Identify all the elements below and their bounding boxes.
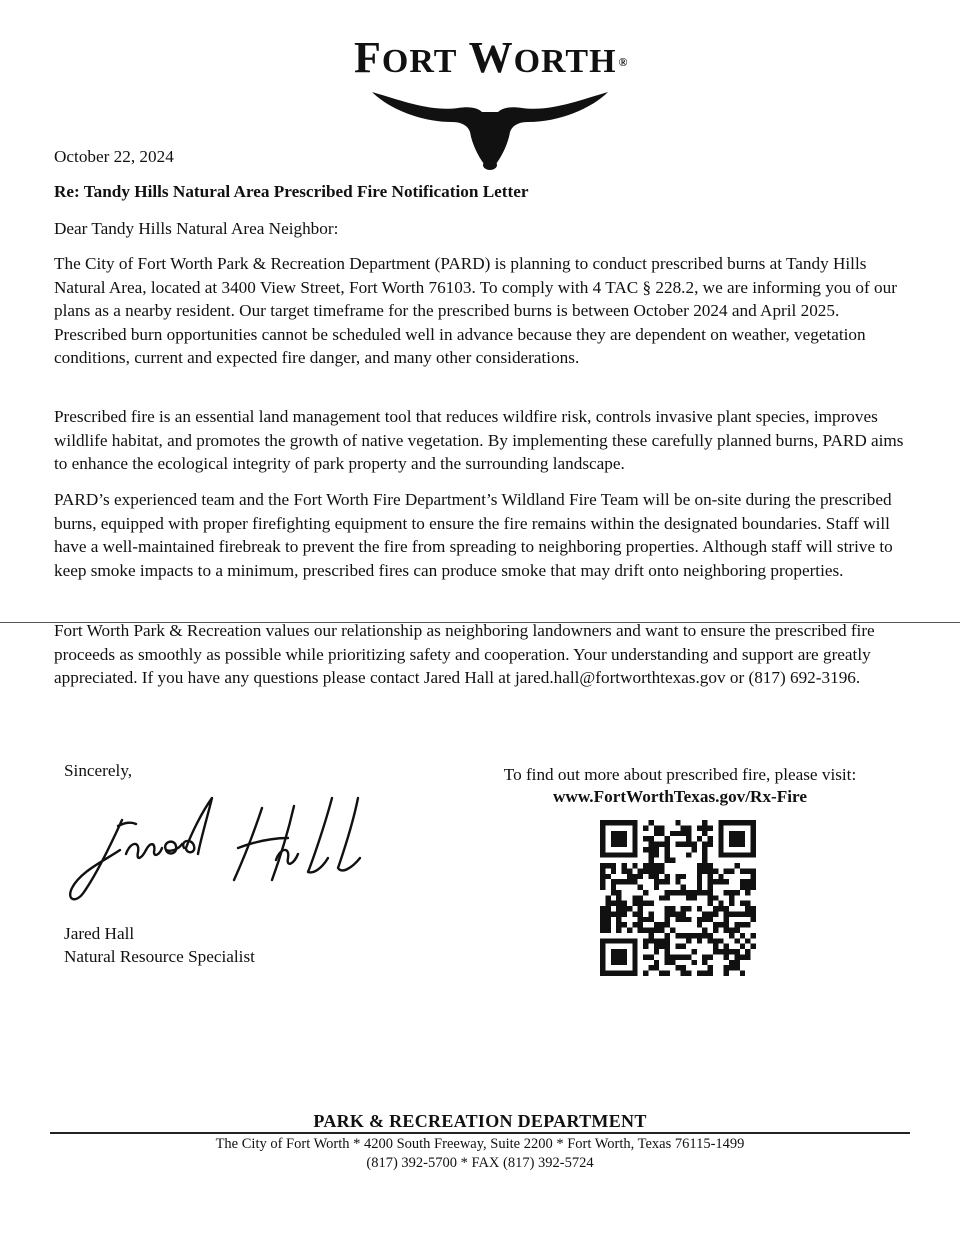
footer-divider <box>50 1132 910 1134</box>
closing: Sincerely, <box>64 761 133 780</box>
signer-block <box>64 922 255 968</box>
logo-wordmark: FORT WORTH ® <box>354 33 629 82</box>
more-info-prompt: To find out more about prescribed fire, please visit: <box>503 765 857 784</box>
footer-phones: (817) 392-5700 * FAX (817) 392-5724 <box>366 1155 594 1171</box>
signer-name: Jared Hall <box>64 924 135 943</box>
fort-worth-logo <box>340 28 629 148</box>
rx-fire-link[interactable]: www.FortWorthTexas.gov/Rx-Fire <box>553 787 807 806</box>
footer-department: PARK & RECREATION DEPARTMENT <box>313 1111 647 1131</box>
letter-greeting: Dear Tandy Hills Natural Area Neighbor: <box>54 219 339 238</box>
more-info <box>470 764 890 808</box>
body-paragraph: PARD’s experienced team and the Fort Worth Fire Department’s Wildland Fire Team will be on-site during the prescribed burns, equipped with proper firefighting equipment to ensure the fire remains within the designated boundaries. Staff will have a well-maintained firebreak to prevent the fire from spreading to neighboring properties. Although staff will strive to keep smoke impacts to a minimum, prescribed fires can produce smoke that may drift onto neighboring properties. <box>54 490 893 580</box>
letter-date: October 22, 2024 <box>54 147 174 166</box>
qr-code-icon[interactable] <box>600 820 756 976</box>
letter-subject: Re: Tandy Hills Natural Area Prescribed Fire Notification Letter <box>54 182 529 201</box>
footer-address: The City of Fort Worth * 4200 South Freeway, Suite 2200 * Fort Worth, Texas 76115-1499 <box>215 1136 745 1152</box>
signature <box>62 792 362 912</box>
signer-title: Natural Resource Specialist <box>64 947 255 966</box>
body-paragraph: Prescribed fire is an essential land management tool that reduces wildfire risk, controls invasive plant species, improves wildlife habitat, and promotes the growth of native vegetation. By implementing these carefully planned burns, PARD aims to enhance the ecological integrity of park property and the surrounding landscape. <box>54 407 904 473</box>
body-paragraph: The City of Fort Worth Park & Recreation Department (PARD) is planning to conduct prescribed burns at Tandy Hills Natural Area, located at 3400 View Street, Fort Worth 76103. To comply with 4 TAC § 228.2, we are informing you of our plans as a nearby resident. Our target timeframe for the prescribed burns is between October 2024 and April 2025. Prescribed burn opportunities cannot be scheduled well in advance because they are dependent on weather, vegetation conditions, current and expected fire danger, and many other considerations. <box>54 254 897 367</box>
footer-address-block <box>0 1135 960 1173</box>
body-paragraph: Fort Worth Park & Recreation values our relationship as neighboring landowners and want to ensure the prescribed fire proceeds as smoothly as possible while prioritizing safety and cooperation. Your understanding and support are greatly appreciated. If you have any questions please contact Jared Hall at jared.hall@fortworthtexas.gov or (817) 692-3196. <box>54 621 875 687</box>
